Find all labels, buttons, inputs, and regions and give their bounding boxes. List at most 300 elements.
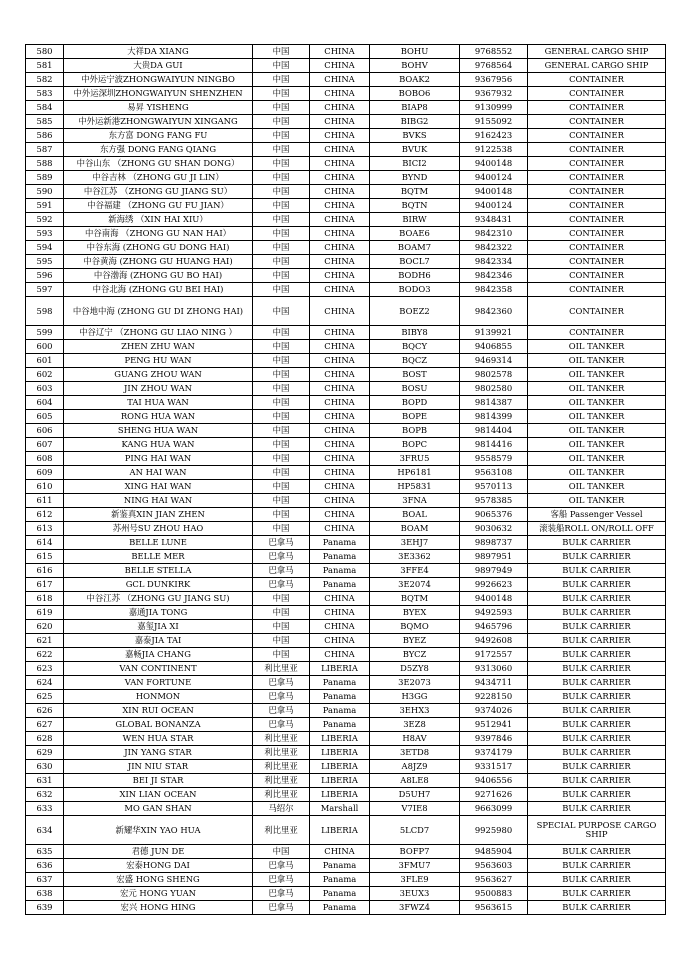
flag-english-cell: Panama bbox=[310, 550, 370, 564]
ship-name-cell: BELLE LUNE bbox=[64, 536, 253, 550]
row-number-cell: 630 bbox=[26, 760, 64, 774]
imo-number-cell: 9814404 bbox=[460, 424, 528, 438]
flag-chinese-cell: 巴拿马 bbox=[253, 887, 310, 901]
ship-name-cell: GUANG ZHOU WAN bbox=[64, 368, 253, 382]
call-sign-cell: HP6181 bbox=[370, 466, 460, 480]
table-row bbox=[26, 340, 666, 354]
row-number-cell: 625 bbox=[26, 690, 64, 704]
ship-type-cell: 滚装船ROLL ON/ROLL OFF bbox=[528, 522, 666, 536]
flag-english-cell: CHINA bbox=[310, 522, 370, 536]
flag-chinese-cell: 巴拿马 bbox=[253, 859, 310, 873]
ship-name-cell: 中谷吉林 （ZHONG GU JI LIN） bbox=[64, 171, 253, 185]
call-sign-cell: 3E2074 bbox=[370, 578, 460, 592]
row-number-cell: 613 bbox=[26, 522, 64, 536]
call-sign-cell: 3EUX3 bbox=[370, 887, 460, 901]
ship-type-cell: CONTAINER bbox=[528, 157, 666, 171]
call-sign-cell: D5UH7 bbox=[370, 788, 460, 802]
imo-number-cell: 9842358 bbox=[460, 283, 528, 297]
call-sign-cell: BYCZ bbox=[370, 648, 460, 662]
table-row bbox=[26, 522, 666, 536]
flag-chinese-cell: 中国 bbox=[253, 269, 310, 283]
ship-type-cell: BULK CARRIER bbox=[528, 690, 666, 704]
ship-name-cell: 宏元 HONG YUAN bbox=[64, 887, 253, 901]
flag-chinese-cell: 巴拿马 bbox=[253, 873, 310, 887]
imo-number-cell: 9065376 bbox=[460, 508, 528, 522]
flag-chinese-cell: 中国 bbox=[253, 466, 310, 480]
table-row bbox=[26, 452, 666, 466]
flag-chinese-cell: 巴拿马 bbox=[253, 550, 310, 564]
ship-type-cell: BULK CARRIER bbox=[528, 704, 666, 718]
imo-number-cell: 9367956 bbox=[460, 73, 528, 87]
imo-number-cell: 9897951 bbox=[460, 550, 528, 564]
flag-chinese-cell: 巴拿马 bbox=[253, 690, 310, 704]
call-sign-cell: BQTM bbox=[370, 592, 460, 606]
table-row bbox=[26, 536, 666, 550]
ship-name-cell: JIN ZHOU WAN bbox=[64, 382, 253, 396]
ship-type-cell: CONTAINER bbox=[528, 101, 666, 115]
table-row bbox=[26, 59, 666, 73]
ship-type-cell: BULK CARRIER bbox=[528, 788, 666, 802]
flag-chinese-cell: 中国 bbox=[253, 620, 310, 634]
flag-english-cell: Panama bbox=[310, 690, 370, 704]
flag-english-cell: CHINA bbox=[310, 592, 370, 606]
table-row bbox=[26, 620, 666, 634]
flag-chinese-cell: 利比里亚 bbox=[253, 746, 310, 760]
table-row bbox=[26, 213, 666, 227]
call-sign-cell: BQCY bbox=[370, 340, 460, 354]
flag-english-cell: CHINA bbox=[310, 368, 370, 382]
ship-type-cell: BULK CARRIER bbox=[528, 648, 666, 662]
imo-number-cell: 9469314 bbox=[460, 354, 528, 368]
ship-name-cell: 中谷北海 (ZHONG GU BEI HAI) bbox=[64, 283, 253, 297]
call-sign-cell: BOHV bbox=[370, 59, 460, 73]
flag-english-cell: Panama bbox=[310, 704, 370, 718]
row-number-cell: 601 bbox=[26, 354, 64, 368]
flag-chinese-cell: 巴拿马 bbox=[253, 901, 310, 915]
ship-type-cell: CONTAINER bbox=[528, 269, 666, 283]
imo-number-cell: 9400124 bbox=[460, 199, 528, 213]
flag-english-cell: CHINA bbox=[310, 185, 370, 199]
call-sign-cell: BIBY8 bbox=[370, 326, 460, 340]
row-number-cell: 589 bbox=[26, 171, 64, 185]
imo-number-cell: 9842334 bbox=[460, 255, 528, 269]
imo-number-cell: 9897949 bbox=[460, 564, 528, 578]
table-row bbox=[26, 45, 666, 59]
imo-number-cell: 9172557 bbox=[460, 648, 528, 662]
imo-number-cell: 9271626 bbox=[460, 788, 528, 802]
table-row bbox=[26, 774, 666, 788]
table-row bbox=[26, 73, 666, 87]
ship-name-cell: HONMON bbox=[64, 690, 253, 704]
flag-chinese-cell: 利比里亚 bbox=[253, 760, 310, 774]
flag-chinese-cell: 中国 bbox=[253, 452, 310, 466]
flag-english-cell: CHINA bbox=[310, 73, 370, 87]
flag-english-cell: CHINA bbox=[310, 45, 370, 59]
call-sign-cell: 3FWZ4 bbox=[370, 901, 460, 915]
ship-type-cell: OIL TANKER bbox=[528, 466, 666, 480]
table-row bbox=[26, 634, 666, 648]
table-row bbox=[26, 396, 666, 410]
call-sign-cell: 3E2073 bbox=[370, 676, 460, 690]
flag-chinese-cell: 巴拿马 bbox=[253, 704, 310, 718]
flag-chinese-cell: 中国 bbox=[253, 634, 310, 648]
flag-chinese-cell: 巴拿马 bbox=[253, 564, 310, 578]
imo-number-cell: 9374026 bbox=[460, 704, 528, 718]
flag-english-cell: Panama bbox=[310, 859, 370, 873]
flag-english-cell: CHINA bbox=[310, 283, 370, 297]
table-row bbox=[26, 550, 666, 564]
table-row bbox=[26, 802, 666, 816]
ship-name-cell: XIN LIAN OCEAN bbox=[64, 788, 253, 802]
imo-number-cell: 9434711 bbox=[460, 676, 528, 690]
flag-chinese-cell: 中国 bbox=[253, 648, 310, 662]
row-number-cell: 623 bbox=[26, 662, 64, 676]
flag-chinese-cell: 中国 bbox=[253, 143, 310, 157]
flag-english-cell: CHINA bbox=[310, 382, 370, 396]
row-number-cell: 587 bbox=[26, 143, 64, 157]
ship-type-cell: BULK CARRIER bbox=[528, 732, 666, 746]
row-number-cell: 594 bbox=[26, 241, 64, 255]
ship-name-cell: 中谷地中海 (ZHONG GU DI ZHONG HAI) bbox=[64, 297, 253, 326]
call-sign-cell: BQCZ bbox=[370, 354, 460, 368]
imo-number-cell: 9578385 bbox=[460, 494, 528, 508]
ship-name-cell: 大贵DA GUI bbox=[64, 59, 253, 73]
flag-chinese-cell: 中国 bbox=[253, 129, 310, 143]
call-sign-cell: BOEZ2 bbox=[370, 297, 460, 326]
flag-english-cell: Panama bbox=[310, 873, 370, 887]
call-sign-cell: BQMO bbox=[370, 620, 460, 634]
row-number-cell: 632 bbox=[26, 788, 64, 802]
table-row bbox=[26, 227, 666, 241]
table-row bbox=[26, 171, 666, 185]
row-number-cell: 582 bbox=[26, 73, 64, 87]
call-sign-cell: H8AV bbox=[370, 732, 460, 746]
flag-english-cell: CHINA bbox=[310, 199, 370, 213]
flag-english-cell: CHINA bbox=[310, 241, 370, 255]
table-row bbox=[26, 859, 666, 873]
flag-english-cell: CHINA bbox=[310, 452, 370, 466]
flag-english-cell: CHINA bbox=[310, 340, 370, 354]
flag-english-cell: CHINA bbox=[310, 143, 370, 157]
flag-chinese-cell: 巴拿马 bbox=[253, 676, 310, 690]
row-number-cell: 614 bbox=[26, 536, 64, 550]
imo-number-cell: 9802578 bbox=[460, 368, 528, 382]
flag-chinese-cell: 中国 bbox=[253, 45, 310, 59]
flag-chinese-cell: 中国 bbox=[253, 73, 310, 87]
imo-number-cell: 9563108 bbox=[460, 466, 528, 480]
call-sign-cell: BOAM bbox=[370, 522, 460, 536]
row-number-cell: 612 bbox=[26, 508, 64, 522]
row-number-cell: 608 bbox=[26, 452, 64, 466]
call-sign-cell: HP5831 bbox=[370, 480, 460, 494]
row-number-cell: 639 bbox=[26, 901, 64, 915]
ship-name-cell: 嘉畅JIA CHANG bbox=[64, 648, 253, 662]
ship-type-cell: CONTAINER bbox=[528, 213, 666, 227]
flag-chinese-cell: 中国 bbox=[253, 213, 310, 227]
ship-name-cell: VAN CONTINENT bbox=[64, 662, 253, 676]
row-number-cell: 634 bbox=[26, 816, 64, 845]
row-number-cell: 595 bbox=[26, 255, 64, 269]
flag-chinese-cell: 利比里亚 bbox=[253, 788, 310, 802]
row-number-cell: 638 bbox=[26, 887, 64, 901]
ship-name-cell: 君德 JUN DE bbox=[64, 845, 253, 859]
call-sign-cell: 3EHJ7 bbox=[370, 536, 460, 550]
ship-type-cell: OIL TANKER bbox=[528, 494, 666, 508]
imo-number-cell: 9814387 bbox=[460, 396, 528, 410]
flag-chinese-cell: 巴拿马 bbox=[253, 718, 310, 732]
flag-english-cell: CHINA bbox=[310, 115, 370, 129]
row-number-cell: 597 bbox=[26, 283, 64, 297]
ship-name-cell: 大祥DA XIANG bbox=[64, 45, 253, 59]
table-row bbox=[26, 760, 666, 774]
flag-chinese-cell: 中国 bbox=[253, 59, 310, 73]
table-row bbox=[26, 255, 666, 269]
row-number-cell: 635 bbox=[26, 845, 64, 859]
call-sign-cell: BVKS bbox=[370, 129, 460, 143]
row-number-cell: 584 bbox=[26, 101, 64, 115]
call-sign-cell: 5LCD7 bbox=[370, 816, 460, 845]
flag-chinese-cell: 中国 bbox=[253, 255, 310, 269]
flag-chinese-cell: 中国 bbox=[253, 199, 310, 213]
ship-name-cell: NING HAI WAN bbox=[64, 494, 253, 508]
ship-type-cell: OIL TANKER bbox=[528, 480, 666, 494]
flag-english-cell: CHINA bbox=[310, 326, 370, 340]
table-row bbox=[26, 816, 666, 845]
call-sign-cell: BIRW bbox=[370, 213, 460, 227]
call-sign-cell: 3EHX3 bbox=[370, 704, 460, 718]
flag-chinese-cell: 利比里亚 bbox=[253, 662, 310, 676]
flag-chinese-cell: 中国 bbox=[253, 424, 310, 438]
ship-name-cell: 中谷渤海 (ZHONG GU BO HAI) bbox=[64, 269, 253, 283]
call-sign-cell: BIAP8 bbox=[370, 101, 460, 115]
table-row bbox=[26, 157, 666, 171]
row-number-cell: 591 bbox=[26, 199, 64, 213]
flag-chinese-cell: 中国 bbox=[253, 157, 310, 171]
ship-type-cell: BULK CARRIER bbox=[528, 606, 666, 620]
imo-number-cell: 9768564 bbox=[460, 59, 528, 73]
flag-english-cell: LIBERIA bbox=[310, 774, 370, 788]
table-row bbox=[26, 101, 666, 115]
imo-number-cell: 9663099 bbox=[460, 802, 528, 816]
table-row bbox=[26, 199, 666, 213]
ship-type-cell: CONTAINER bbox=[528, 326, 666, 340]
flag-chinese-cell: 中国 bbox=[253, 396, 310, 410]
row-number-cell: 624 bbox=[26, 676, 64, 690]
imo-number-cell: 9400148 bbox=[460, 185, 528, 199]
row-number-cell: 609 bbox=[26, 466, 64, 480]
ship-type-cell: CONTAINER bbox=[528, 297, 666, 326]
imo-number-cell: 9563615 bbox=[460, 901, 528, 915]
flag-chinese-cell: 中国 bbox=[253, 480, 310, 494]
table-row bbox=[26, 424, 666, 438]
row-number-cell: 604 bbox=[26, 396, 64, 410]
row-number-cell: 599 bbox=[26, 326, 64, 340]
ship-name-cell: 中外运深圳ZHONGWAIYUN SHENZHEN bbox=[64, 87, 253, 101]
flag-chinese-cell: 中国 bbox=[253, 340, 310, 354]
flag-chinese-cell: 中国 bbox=[253, 185, 310, 199]
imo-number-cell: 9814399 bbox=[460, 410, 528, 424]
ship-type-cell: BULK CARRIER bbox=[528, 746, 666, 760]
ship-type-cell: OIL TANKER bbox=[528, 354, 666, 368]
call-sign-cell: A8LE8 bbox=[370, 774, 460, 788]
table-row bbox=[26, 129, 666, 143]
table-row bbox=[26, 732, 666, 746]
ship-name-cell: WEN HUA STAR bbox=[64, 732, 253, 746]
ship-name-cell: GLOBAL BONANZA bbox=[64, 718, 253, 732]
ship-type-cell: BULK CARRIER bbox=[528, 536, 666, 550]
call-sign-cell: A8JZ9 bbox=[370, 760, 460, 774]
call-sign-cell: BOAK2 bbox=[370, 73, 460, 87]
flag-english-cell: CHINA bbox=[310, 87, 370, 101]
flag-english-cell: CHINA bbox=[310, 410, 370, 424]
flag-chinese-cell: 中国 bbox=[253, 87, 310, 101]
row-number-cell: 616 bbox=[26, 564, 64, 578]
flag-english-cell: Panama bbox=[310, 676, 370, 690]
row-number-cell: 619 bbox=[26, 606, 64, 620]
imo-number-cell: 9228150 bbox=[460, 690, 528, 704]
row-number-cell: 588 bbox=[26, 157, 64, 171]
imo-number-cell: 9558579 bbox=[460, 452, 528, 466]
flag-english-cell: CHINA bbox=[310, 213, 370, 227]
call-sign-cell: 3FMU7 bbox=[370, 859, 460, 873]
ship-name-cell: TAI HUA WAN bbox=[64, 396, 253, 410]
table-row bbox=[26, 297, 666, 326]
flag-english-cell: CHINA bbox=[310, 466, 370, 480]
imo-number-cell: 9400148 bbox=[460, 157, 528, 171]
table-row bbox=[26, 564, 666, 578]
row-number-cell: 633 bbox=[26, 802, 64, 816]
table-row bbox=[26, 480, 666, 494]
ship-name-cell: 苏州号SU ZHOU HAO bbox=[64, 522, 253, 536]
call-sign-cell: BODO3 bbox=[370, 283, 460, 297]
ship-name-cell: 嘉泰JIA TAI bbox=[64, 634, 253, 648]
flag-english-cell: CHINA bbox=[310, 424, 370, 438]
ship-name-cell: JIN YANG STAR bbox=[64, 746, 253, 760]
table-row bbox=[26, 662, 666, 676]
call-sign-cell: BOPB bbox=[370, 424, 460, 438]
ship-type-cell: OIL TANKER bbox=[528, 438, 666, 452]
flag-english-cell: CHINA bbox=[310, 157, 370, 171]
row-number-cell: 631 bbox=[26, 774, 64, 788]
imo-number-cell: 9768552 bbox=[460, 45, 528, 59]
ship-type-cell: BULK CARRIER bbox=[528, 578, 666, 592]
table-row bbox=[26, 592, 666, 606]
flag-english-cell: CHINA bbox=[310, 634, 370, 648]
flag-chinese-cell: 中国 bbox=[253, 101, 310, 115]
ship-name-cell: JIN NIU STAR bbox=[64, 760, 253, 774]
ship-type-cell: CONTAINER bbox=[528, 283, 666, 297]
call-sign-cell: BOPC bbox=[370, 438, 460, 452]
imo-number-cell: 9400124 bbox=[460, 171, 528, 185]
ship-type-cell: BULK CARRIER bbox=[528, 802, 666, 816]
table-row bbox=[26, 87, 666, 101]
call-sign-cell: BOPE bbox=[370, 410, 460, 424]
flag-chinese-cell: 中国 bbox=[253, 354, 310, 368]
imo-number-cell: 9842310 bbox=[460, 227, 528, 241]
ship-name-cell: 中谷黄海 (ZHONG GU HUANG HAI) bbox=[64, 255, 253, 269]
ship-type-cell: 客船 Passenger Vessel bbox=[528, 508, 666, 522]
ship-name-cell: 新鉴真XIN JIAN ZHEN bbox=[64, 508, 253, 522]
ship-name-cell: VAN FORTUNE bbox=[64, 676, 253, 690]
ship-type-cell: OIL TANKER bbox=[528, 410, 666, 424]
flag-english-cell: CHINA bbox=[310, 620, 370, 634]
imo-number-cell: 9492593 bbox=[460, 606, 528, 620]
table-row bbox=[26, 185, 666, 199]
ship-name-cell: 中谷山东 （ZHONG GU SHAN DONG） bbox=[64, 157, 253, 171]
row-number-cell: 617 bbox=[26, 578, 64, 592]
flag-english-cell: LIBERIA bbox=[310, 662, 370, 676]
row-number-cell: 581 bbox=[26, 59, 64, 73]
row-number-cell: 592 bbox=[26, 213, 64, 227]
ship-name-cell: 东方富 DONG FANG FU bbox=[64, 129, 253, 143]
row-number-cell: 598 bbox=[26, 297, 64, 326]
imo-number-cell: 9130999 bbox=[460, 101, 528, 115]
row-number-cell: 621 bbox=[26, 634, 64, 648]
call-sign-cell: BOST bbox=[370, 368, 460, 382]
table-row bbox=[26, 648, 666, 662]
ship-name-cell: 嘉通JIA TONG bbox=[64, 606, 253, 620]
flag-english-cell: CHINA bbox=[310, 269, 370, 283]
imo-number-cell: 9397846 bbox=[460, 732, 528, 746]
table-row bbox=[26, 283, 666, 297]
imo-number-cell: 9563603 bbox=[460, 859, 528, 873]
flag-chinese-cell: 中国 bbox=[253, 438, 310, 452]
ship-type-cell: BULK CARRIER bbox=[528, 859, 666, 873]
call-sign-cell: BOAM7 bbox=[370, 241, 460, 255]
flag-chinese-cell: 中国 bbox=[253, 522, 310, 536]
imo-number-cell: 9842360 bbox=[460, 297, 528, 326]
row-number-cell: 627 bbox=[26, 718, 64, 732]
flag-english-cell: CHINA bbox=[310, 648, 370, 662]
call-sign-cell: 3EZ8 bbox=[370, 718, 460, 732]
imo-number-cell: 9162423 bbox=[460, 129, 528, 143]
row-number-cell: 585 bbox=[26, 115, 64, 129]
call-sign-cell: BYND bbox=[370, 171, 460, 185]
imo-number-cell: 9030632 bbox=[460, 522, 528, 536]
ship-type-cell: BULK CARRIER bbox=[528, 634, 666, 648]
call-sign-cell: 3ETD8 bbox=[370, 746, 460, 760]
flag-english-cell: CHINA bbox=[310, 845, 370, 859]
row-number-cell: 605 bbox=[26, 410, 64, 424]
ship-name-cell: ZHEN ZHU WAN bbox=[64, 340, 253, 354]
call-sign-cell: BICI2 bbox=[370, 157, 460, 171]
table-row bbox=[26, 718, 666, 732]
table-row bbox=[26, 326, 666, 340]
ship-type-cell: BULK CARRIER bbox=[528, 662, 666, 676]
imo-number-cell: 9465796 bbox=[460, 620, 528, 634]
row-number-cell: 586 bbox=[26, 129, 64, 143]
flag-english-cell: CHINA bbox=[310, 255, 370, 269]
flag-english-cell: Panama bbox=[310, 564, 370, 578]
ship-name-cell: 新海绣 （XIN HAI XIU） bbox=[64, 213, 253, 227]
table-row bbox=[26, 887, 666, 901]
table-row bbox=[26, 746, 666, 760]
flag-chinese-cell: 中国 bbox=[253, 382, 310, 396]
imo-number-cell: 9842346 bbox=[460, 269, 528, 283]
table-row bbox=[26, 845, 666, 859]
ship-type-cell: BULK CARRIER bbox=[528, 718, 666, 732]
ship-type-cell: CONTAINER bbox=[528, 227, 666, 241]
flag-english-cell: CHINA bbox=[310, 508, 370, 522]
call-sign-cell: BVUK bbox=[370, 143, 460, 157]
imo-number-cell: 9367932 bbox=[460, 87, 528, 101]
flag-english-cell: Marshall bbox=[310, 802, 370, 816]
row-number-cell: 606 bbox=[26, 424, 64, 438]
ship-type-cell: BULK CARRIER bbox=[528, 676, 666, 690]
row-number-cell: 580 bbox=[26, 45, 64, 59]
ship-type-cell: CONTAINER bbox=[528, 143, 666, 157]
call-sign-cell: 3FNA bbox=[370, 494, 460, 508]
